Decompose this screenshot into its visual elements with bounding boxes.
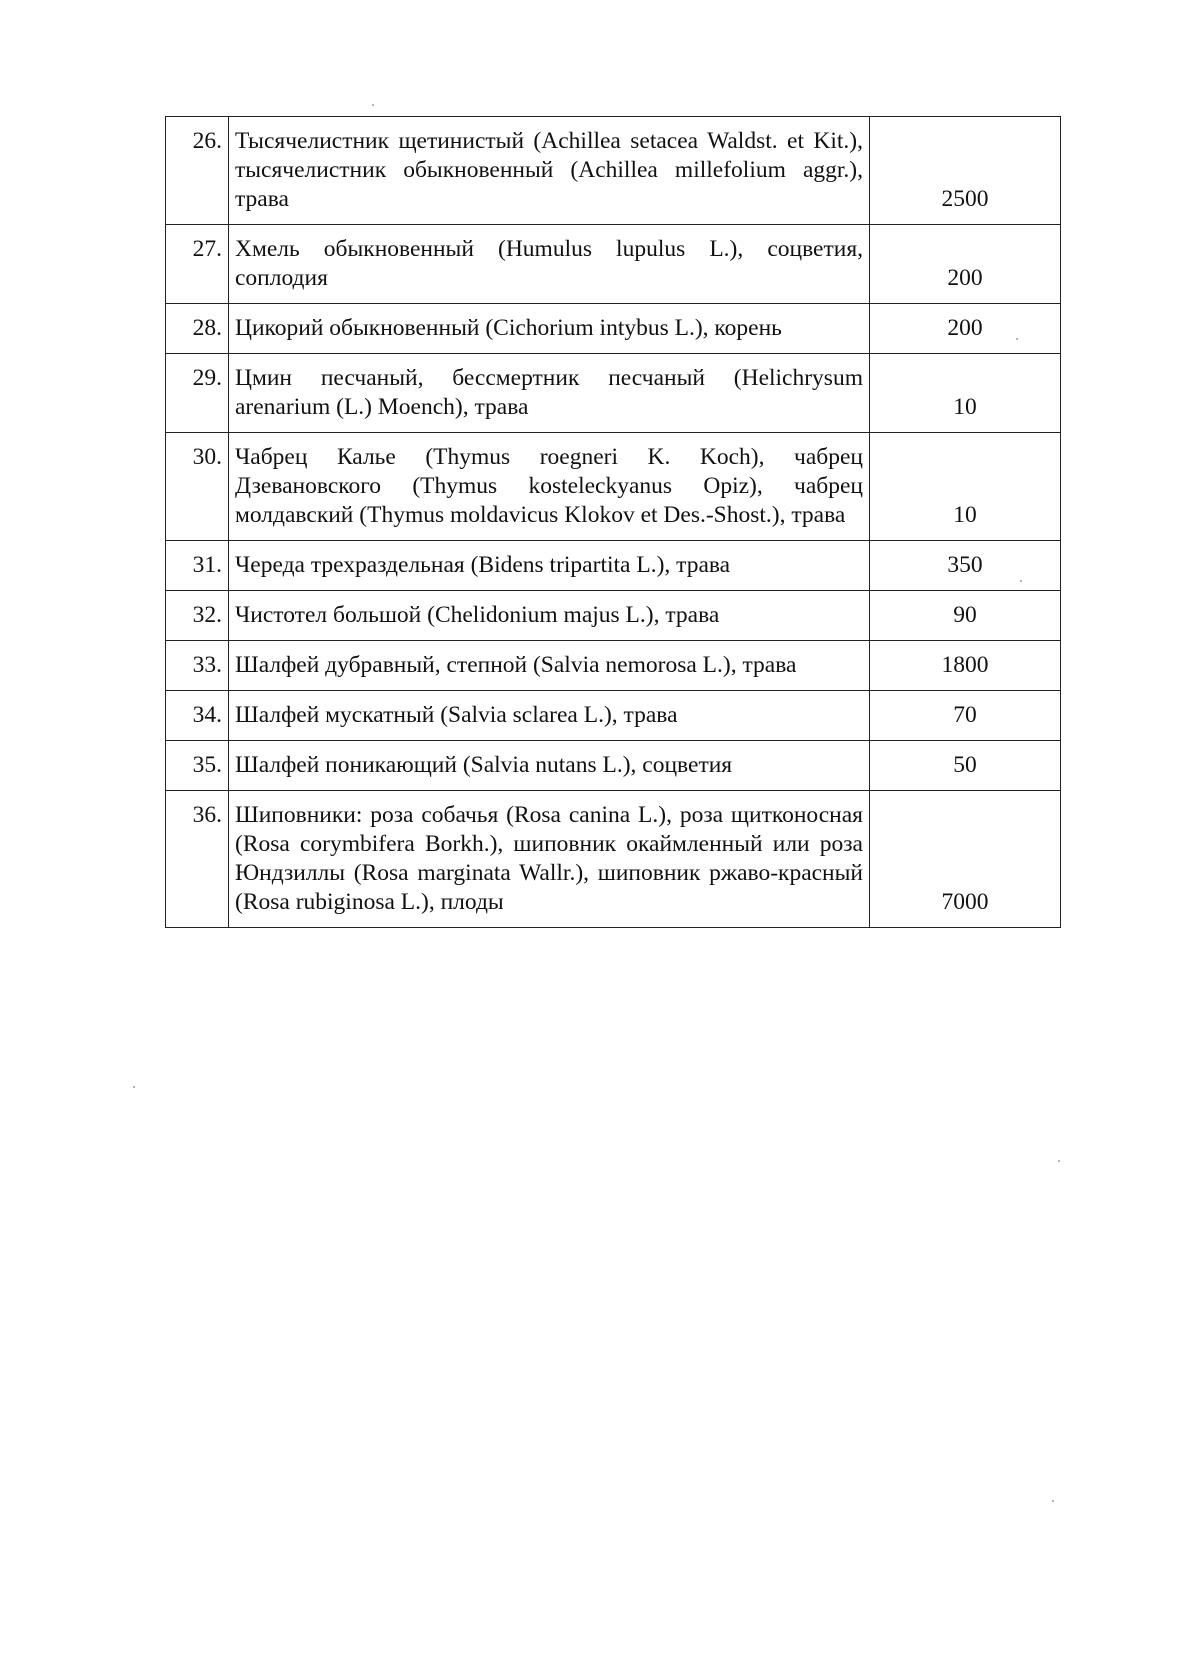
plant-name: Чабрец Калье (Thymus roegneri K. Koch), чабрец Дзевановского (Thymus kosteleckyanus Opiz), чабрец молдавский (Thymus moldavicus Klokov et Des.-Shost.), трава (229, 433, 870, 541)
table-row (166, 641, 1061, 691)
quantity: 7000 (870, 791, 1061, 928)
plant-name: Череда трехраздельная (Bidens tripartita L.), трава (229, 541, 870, 591)
row-number: 29. (166, 354, 229, 433)
row-number: 34. (166, 691, 229, 741)
table-row (166, 117, 1061, 225)
scan-speck (133, 1086, 135, 1088)
plant-name: Чистотел большой (Chelidonium majus L.), трава (229, 591, 870, 641)
scan-speck (1016, 338, 1018, 340)
row-number: 26. (166, 117, 229, 225)
table-row (166, 691, 1061, 741)
table-row (166, 541, 1061, 591)
row-number: 27. (166, 225, 229, 304)
plant-name: Шиповники: роза собачья (Rosa canina L.), роза щитконосная (Rosa corymbifera Borkh.), шиповник окаймленный или роза Юндзиллы (Rosa marginata Wallr.), шиповник ржаво-красный (Rosa rubiginosa L.), плоды (229, 791, 870, 928)
scan-speck (372, 104, 374, 106)
row-number: 31. (166, 541, 229, 591)
plant-name: Шалфей дубравный, степной (Salvia nemorosa L.), трава (229, 641, 870, 691)
row-number: 33. (166, 641, 229, 691)
scan-speck (1052, 1500, 1054, 1502)
quantity: 200 (870, 304, 1061, 354)
plant-name: Тысячелистник щетинистый (Achillea setacea Waldst. et Kit.), тысячелистник обыкновенный (Achillea millefolium aggr.), трава (229, 117, 870, 225)
row-number: 28. (166, 304, 229, 354)
table-row (166, 225, 1061, 304)
quantity: 90 (870, 591, 1061, 641)
quantity: 200 (870, 225, 1061, 304)
row-number: 30. (166, 433, 229, 541)
table-row (166, 741, 1061, 791)
table-row (166, 433, 1061, 541)
quantity: 70 (870, 691, 1061, 741)
quantity: 1800 (870, 641, 1061, 691)
plant-name: Хмель обыкновенный (Humulus lupulus L.), соцветия, соплодия (229, 225, 870, 304)
quantity: 10 (870, 354, 1061, 433)
plant-quota-table (165, 116, 1061, 928)
scan-speck (1020, 580, 1022, 582)
quantity: 2500 (870, 117, 1061, 225)
row-number: 32. (166, 591, 229, 641)
table-row (166, 354, 1061, 433)
table-row (166, 791, 1061, 928)
table-body (166, 117, 1061, 928)
plant-name: Шалфей поникающий (Salvia nutans L.), соцветия (229, 741, 870, 791)
row-number: 35. (166, 741, 229, 791)
quantity: 10 (870, 433, 1061, 541)
scan-speck (1058, 1160, 1060, 1162)
quantity: 350 (870, 541, 1061, 591)
plant-name: Шалфей мускатный (Salvia sclarea L.), трава (229, 691, 870, 741)
plant-name: Цикорий обыкновенный (Cichorium intybus L.), корень (229, 304, 870, 354)
table-row (166, 591, 1061, 641)
plant-name: Цмин песчаный, бессмертник песчаный (Helichrysum arenarium (L.) Moench), трава (229, 354, 870, 433)
table-row (166, 304, 1061, 354)
quantity: 50 (870, 741, 1061, 791)
row-number: 36. (166, 791, 229, 928)
